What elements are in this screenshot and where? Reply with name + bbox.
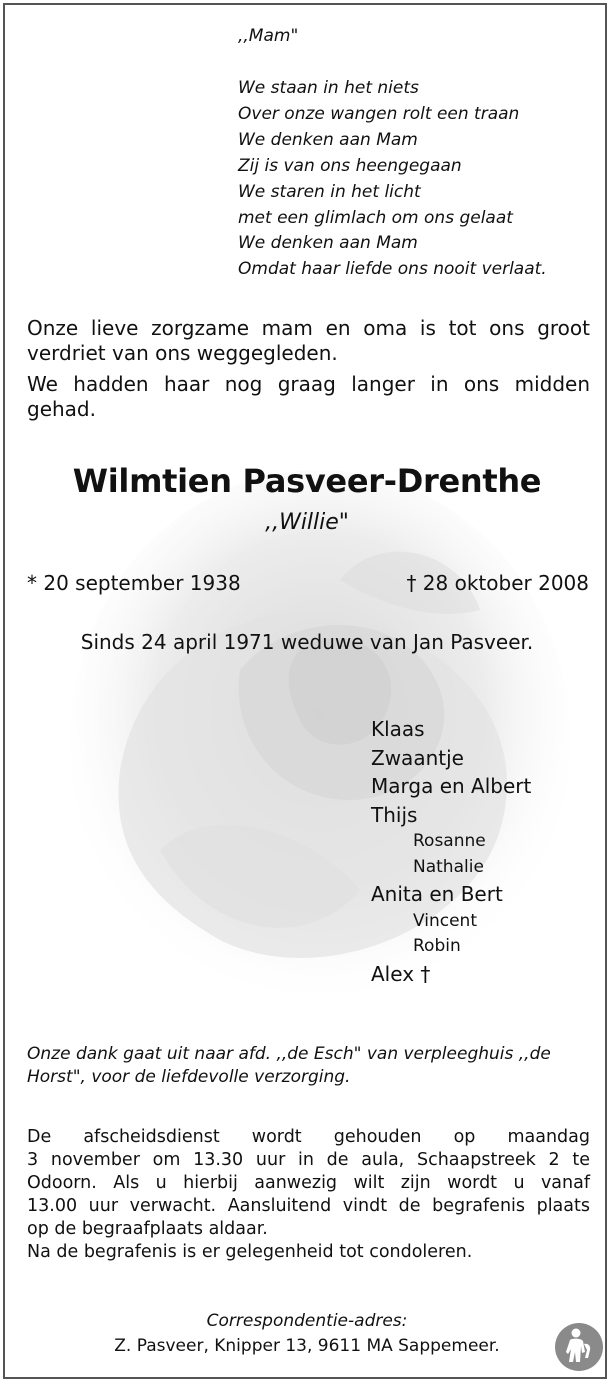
service-line: 13.00 uur verwacht. Aansluitend vindt de begrafenis plaats bbox=[27, 1196, 590, 1216]
poem-title: ,,Mam" bbox=[238, 26, 299, 46]
poem-line: Zij is van ons heengegaan bbox=[238, 155, 462, 176]
birth-date: * 20 september 1938 bbox=[27, 571, 241, 595]
mourning-figure-icon bbox=[554, 1322, 604, 1372]
intro-paragraph: Onze lieve zorgzame mam en oma is tot ons groot verdriet van ons weggegleden. bbox=[27, 316, 590, 365]
thanks-note: Onze dank gaat uit naar afd. ,,de Esch" van verpleeghuis ,,de Horst", voor de liefdevolle verzorging. bbox=[27, 1044, 551, 1087]
service-line: 3 november om 13.30 uur in de aula, Schaapstreek 2 te bbox=[27, 1150, 590, 1170]
grandchild: Vincent bbox=[413, 910, 477, 931]
poem-line: Omdat haar liefde ons nooit verlaat. bbox=[238, 259, 547, 280]
deceased-name: Wilmtien Pasveer-Drenthe bbox=[72, 462, 542, 500]
grandchild: Robin bbox=[413, 936, 461, 956]
service-info bbox=[27, 1126, 590, 1264]
family-member: Alex † bbox=[371, 961, 431, 986]
service-line: De afscheidsdienst wordt gehouden op maandag bbox=[27, 1127, 590, 1147]
intro-paragraph-2: We hadden haar nog graag langer in ons midden gehad. bbox=[27, 372, 590, 421]
service-line: op de begraafplaats aldaar. bbox=[27, 1219, 268, 1239]
family-member: Marga en Albert bbox=[371, 774, 532, 798]
family-member: Anita en Bert bbox=[371, 882, 503, 906]
poem-line: We denken aan Mam bbox=[238, 233, 418, 254]
grandchild: Rosanne bbox=[413, 831, 486, 851]
grandchild: Nathalie bbox=[413, 856, 484, 877]
death-date: † 28 oktober 2008 bbox=[406, 571, 589, 595]
poem-line: We denken aan Mam bbox=[238, 129, 418, 150]
service-line: Na de begrafenis is er gelegenheid tot condoleren. bbox=[27, 1242, 473, 1262]
poem-line: met een glimlach om ons gelaat bbox=[238, 207, 513, 228]
widow-line: Sinds 24 april 1971 weduwe van Jan Pasveer. bbox=[80, 630, 534, 654]
family-member: Thijs bbox=[371, 802, 418, 827]
poem-line: We staren in het licht bbox=[238, 181, 421, 202]
service-line: Odoorn. Als u hierbij aanwezig wilt zijn wordt u vanaf bbox=[27, 1173, 590, 1193]
poem bbox=[238, 76, 547, 283]
poem-line: We staan in het niets bbox=[238, 78, 419, 98]
family-list bbox=[371, 715, 531, 988]
correspondence-label: Correspondentie-adres: bbox=[206, 1311, 408, 1331]
family-member: Zwaantje bbox=[371, 745, 464, 770]
deceased-nickname: ,,Willie" bbox=[265, 510, 349, 535]
family-member: Klaas bbox=[371, 717, 425, 741]
correspondence-address: Z. Pasveer, Knipper 13, 9611 MA Sappemeer. bbox=[114, 1336, 500, 1356]
poem-line: Over onze wangen rolt een traan bbox=[238, 103, 520, 124]
